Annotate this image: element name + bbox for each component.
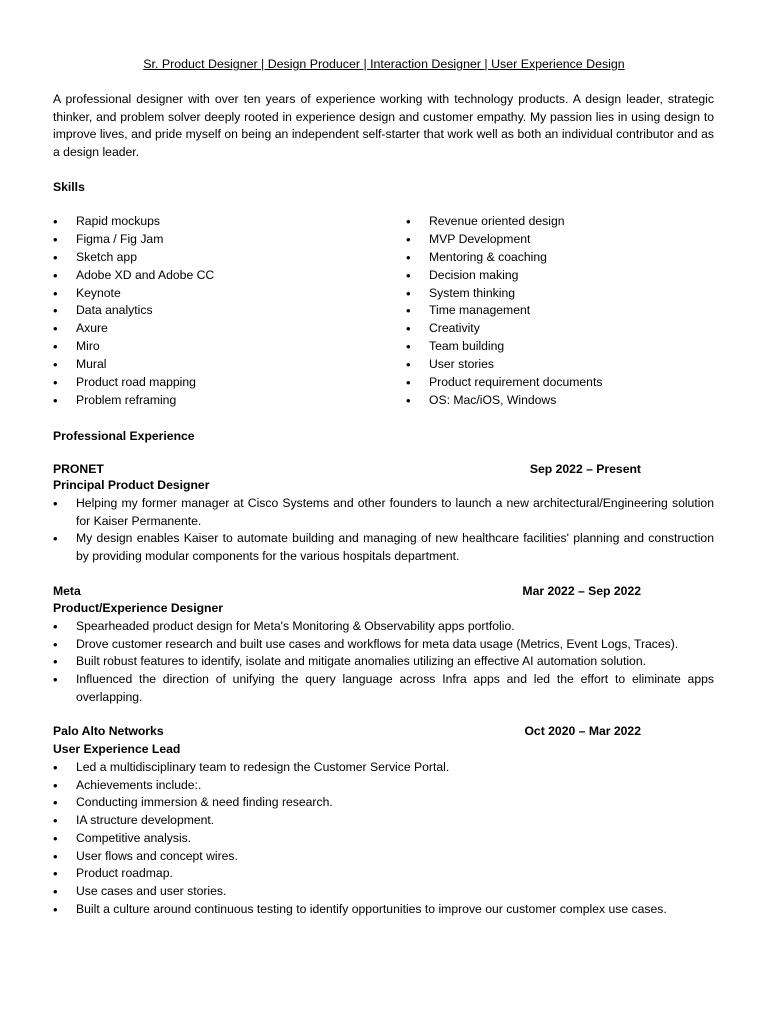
skill-item: • Product requirement documents: [406, 374, 602, 392]
skill-item: • Team building: [406, 338, 602, 356]
company-name: Palo Alto Networks: [53, 724, 164, 738]
skill-item: • Mural: [53, 356, 214, 374]
job-bullet: • Drove customer research and built use cases and workflows for meta data usage (Metrics, Event Logs, Traces).: [53, 636, 714, 654]
job-bullet: • Helping my former manager at Cisco Systems and other founders to launch a new architectural/Engineering solution for Kaiser Permanente.: [53, 495, 714, 530]
skill-item: • Revenue oriented design: [406, 213, 602, 231]
job-role: Principal Product Designer: [53, 478, 210, 492]
skill-item: • Problem reframing: [53, 392, 214, 410]
job-bullet: • Spearheaded product design for Meta's Monitoring & Observability apps portfolio.: [53, 618, 714, 636]
job-bullet: • Achievements include:.: [53, 777, 714, 795]
job-bullet: • Conducting immersion & need finding research.: [53, 794, 714, 812]
skill-item: • Decision making: [406, 267, 602, 285]
job-bullet: • Influenced the direction of unifying the query language across Infra apps and led the effort to eliminate apps overlapping.: [53, 671, 714, 706]
job-bullet: • Built a culture around continuous testing to identify opportunities to improve our customer complex use cases.: [53, 901, 714, 919]
skill-item: • Adobe XD and Adobe CC: [53, 267, 214, 285]
job-dates: Oct 2020 – Mar 2022: [524, 724, 641, 738]
skill-item: • System thinking: [406, 285, 602, 303]
skill-item: • Mentoring & coaching: [406, 249, 602, 267]
skill-item: • Sketch app: [53, 249, 214, 267]
skill-item: • Keynote: [53, 285, 214, 303]
skill-item: • User stories: [406, 356, 602, 374]
skill-item: • Creativity: [406, 320, 602, 338]
skill-item: • Product road mapping: [53, 374, 214, 392]
skill-item: • Time management: [406, 302, 602, 320]
job-bullet: • Use cases and user stories.: [53, 883, 714, 901]
resume-title: Sr. Product Designer | Design Producer | Interaction Designer | User Experience Design: [143, 57, 625, 71]
job-bullet: • My design enables Kaiser to automate building and managing of new healthcare facilities' planning and construction by providing modular components for the various hospitals department.: [53, 530, 714, 565]
skill-item: • Axure: [53, 320, 214, 338]
job-bullets: [53, 618, 714, 707]
skill-item: • MVP Development: [406, 231, 602, 249]
skills-list-right: [406, 213, 602, 410]
job-dates: Sep 2022 – Present: [529, 462, 641, 476]
skills-list-left: [53, 213, 214, 410]
summary-paragraph: A professional designer with over ten years of experience working with technology products. A design leader, strategic thinker, and problem solver deeply rooted in experience design and customer empathy. My passion lies in using design to improve lives, and pride myself on being an independent self-starter that work well as both an individual contributor and as a design leader.: [53, 92, 714, 160]
company-name: Meta: [53, 584, 81, 598]
job-bullet: • Led a multidisciplinary team to redesign the Customer Service Portal.: [53, 759, 714, 777]
job-role: Product/Experience Designer: [53, 601, 224, 615]
company-name: PRONET: [53, 462, 104, 476]
skills-heading: Skills: [53, 180, 85, 194]
job-bullet: • User flows and concept wires.: [53, 848, 714, 866]
job-bullets: [53, 495, 714, 566]
job-bullet: • Built robust features to identify, isolate and mitigate anomalies utilizing an effective AI automation solution.: [53, 653, 714, 671]
job-bullets: [53, 759, 714, 918]
job-bullet: • IA structure development.: [53, 812, 714, 830]
job-dates: Mar 2022 – Sep 2022: [522, 584, 641, 598]
skill-item: • Rapid mockups: [53, 213, 214, 231]
job-bullet: • Product roadmap.: [53, 865, 714, 883]
skill-item: • Miro: [53, 338, 214, 356]
experience-heading: Professional Experience: [53, 429, 195, 443]
skill-item: • Figma / Fig Jam: [53, 231, 214, 249]
job-bullet: • Competitive analysis.: [53, 830, 714, 848]
job-role: User Experience Lead: [53, 742, 181, 756]
skill-item: • OS: Mac/iOS, Windows: [406, 392, 602, 410]
skill-item: • Data analytics: [53, 302, 214, 320]
